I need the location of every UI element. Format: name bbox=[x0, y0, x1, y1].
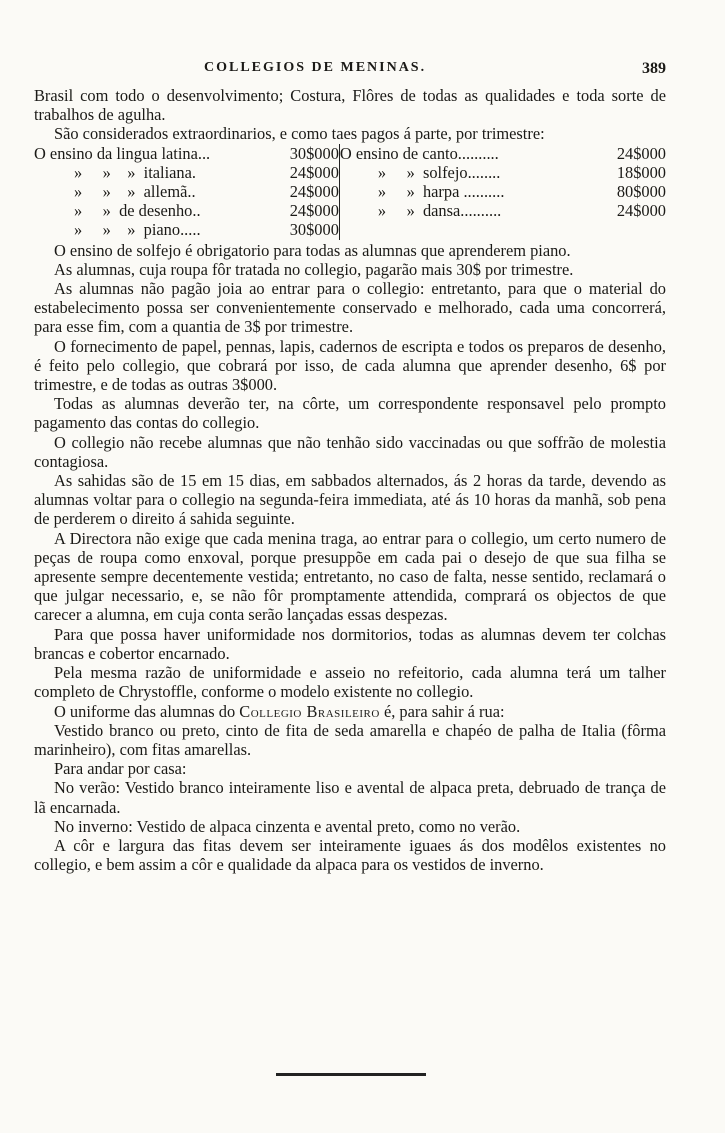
fees-row bbox=[34, 144, 666, 163]
page-body bbox=[34, 86, 666, 874]
uniform-intro-end: é, para sahir á rua: bbox=[383, 701, 505, 721]
paragraph: As sahidas são de 15 em 15 dias, em sabbados alternados, ás 2 horas da tarde, devendo as alumnas voltar para o collegio na segunda-feira immediata, até ás 10 horas da manhã, sob pena de perderem o direito á sahida seguinte. bbox=[34, 471, 666, 529]
fee-name: O ensino de canto.......... bbox=[339, 143, 499, 163]
closing-rule bbox=[276, 1073, 426, 1076]
fee-name: » » harpa .......... bbox=[377, 182, 505, 202]
fees-row bbox=[34, 201, 666, 220]
paragraph: Todas as alumnas deverão ter, na côrte, um correspondente responsavel pelo prompto pagamento das contas do collegio. bbox=[34, 394, 666, 433]
paragraph: O fornecimento de papel, pennas, lapis, cadernos de escripta e todos os preparos de desenho, é feito pelo collegio, que cobrará por isso, de cada alumna que aprender desenho, 6$ por trimestre, e de todas as outras 3$000. bbox=[34, 336, 666, 395]
paragraph: Pela mesma razão de uniformidade e asseio no refeitorio, cada alumna terá um talher completo de Chrystoffle, conforme o modelo existente no collegio. bbox=[34, 663, 666, 702]
extras-intro: São considerados extraordinarios, e como taes pagos á parte, por trimestre: bbox=[54, 124, 545, 144]
page-number: 389 bbox=[642, 60, 666, 77]
house-intro: Para andar por casa: bbox=[54, 759, 187, 779]
fee-value: 24$000 bbox=[616, 201, 666, 221]
uniform-intro bbox=[34, 702, 666, 721]
ribbons-note: A côr e largura das fitas devem ser inteiramente iguaes ás dos modêlos existentes no collegio, e bem assim a côr e qualidade da alpaca para os vestidos de inverno. bbox=[34, 835, 666, 875]
fee-name: » » » piano..... bbox=[74, 220, 201, 240]
fee-name: » » dansa.......... bbox=[377, 201, 502, 221]
paragraph: As alumnas não pagão joia ao entrar para o collegio: entretanto, para que o material do estabelecimento possa ser convenientemente conservado e melhorado, cada uma concorrerá, para esse fim, com a quantia de 3$ por trimestre. bbox=[34, 279, 666, 337]
fees-table bbox=[34, 144, 666, 240]
paragraph: O collegio não recebe alumnas que não tenhão sido vaccinadas ou que soffrão de molestia contagiosa. bbox=[34, 432, 666, 471]
fee-name: » » » italiana. bbox=[74, 162, 196, 182]
paragraph: O ensino de solfejo é obrigatorio para todas as alumnas que aprenderem piano. bbox=[54, 240, 571, 260]
uniform-intro-start: O uniforme das alumnas do bbox=[54, 701, 236, 721]
winter-dress: No inverno: Vestido de alpaca cinzenta e avental preto, como no verão. bbox=[54, 816, 521, 836]
running-header bbox=[34, 60, 666, 80]
intro-line: Brasil com todo o desenvolvimento; Costura, Flôres de todas as qualidades e toda sorte de trabalhos de agulha. bbox=[34, 86, 666, 125]
summer-dress: No verão: Vestido branco inteiramente liso e avental de alpaca preta, debruado de trança de lã encarnada. bbox=[34, 778, 666, 817]
fee-name: » » de desenho.. bbox=[74, 201, 201, 221]
paragraph: A Directora não exige que cada menina traga, ao entrar para o collegio, um certo numero de peças de roupa como enxoval, porque presuppõe em cada pai o desejo de que sua filha se apresente sempre decentemente vestida; entretanto, no caso de falta, nesse sentido, reclamará o que julgar necessario, e, se não fôr promptamente attendida, comprará os objectos de que carecer a alumna, em cuja conta serão lançadas essas despezas. bbox=[34, 528, 666, 625]
fee-value: 80$000 bbox=[616, 182, 666, 202]
fees-row bbox=[34, 220, 666, 239]
school-name: Collegio Brasileiro bbox=[239, 701, 380, 721]
running-title: COLLEGIOS DE MENINAS. bbox=[204, 60, 427, 75]
fees-row bbox=[34, 182, 666, 201]
fee-value: 24$000 bbox=[279, 163, 339, 182]
fee-value: 24$000 bbox=[616, 143, 666, 163]
fee-value: 30$000 bbox=[279, 220, 339, 239]
fee-value: 24$000 bbox=[279, 201, 339, 220]
paragraph: Para que possa haver uniformidade nos dormitorios, todas as alumnas devem ter colchas brancas e cobertor encarnado. bbox=[34, 624, 666, 663]
fee-value: 30$000 bbox=[279, 144, 339, 163]
fee-value: 24$000 bbox=[279, 182, 339, 201]
street-dress: Vestido branco ou preto, cinto de fita de seda amarella e chapéo de palha de Italia (fôrma marinheiro), com fitas amarellas. bbox=[34, 720, 666, 759]
fee-name: » » » allemã.. bbox=[74, 182, 196, 202]
fees-row bbox=[34, 163, 666, 182]
fee-name: » » solfejo........ bbox=[377, 162, 501, 182]
paragraph: As alumnas, cuja roupa fôr tratada no collegio, pagarão mais 30$ por trimestre. bbox=[54, 259, 574, 279]
fee-name: O ensino da lingua latina... bbox=[34, 143, 211, 163]
fee-value: 18$000 bbox=[616, 162, 666, 182]
